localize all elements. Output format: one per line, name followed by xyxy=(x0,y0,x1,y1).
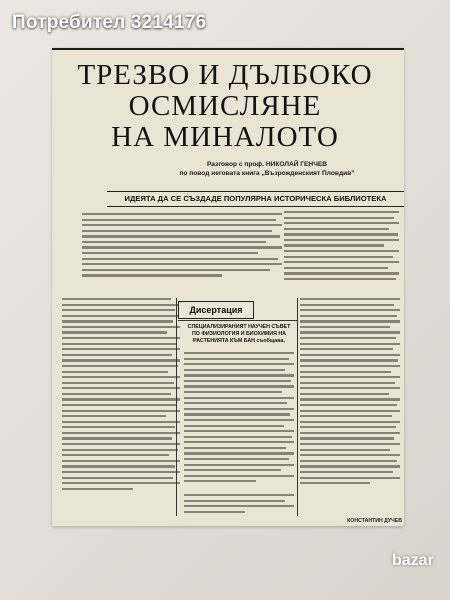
right-top-text-block xyxy=(284,211,399,284)
title-line-1: ТРЕЗВО И ДЪЛБОКО xyxy=(77,59,373,91)
article-subtitle xyxy=(132,160,402,178)
middle-column-text xyxy=(184,352,294,516)
section-banner: ИДЕЯТА ДА СЕ СЪЗДАДЕ ПОПУЛЯРНА ИСТОРИЧЕСКА БИБЛИОТЕКА xyxy=(107,191,404,207)
column-divider-right xyxy=(297,298,298,516)
author-signature: КОНСТАНТИН ДУЧЕВ xyxy=(347,518,402,524)
top-rule xyxy=(52,48,404,50)
box-underline xyxy=(178,320,298,321)
article-title xyxy=(60,60,390,153)
column-divider-left xyxy=(176,298,177,516)
seller-watermark: Потребител 3214176 xyxy=(12,12,207,33)
lead-text-block xyxy=(82,213,282,280)
right-column-text xyxy=(300,298,400,488)
bazar-logo: bazar xyxy=(392,552,434,569)
left-column-text xyxy=(62,298,180,493)
middle-heading: СПЕЦИАЛИЗИРАНИЯТ НАУЧЕН СЪВЕТ ПО ФИЗИОЛОГИЯ И БИОХИМИЯ НА РАСТЕНИЯТА КЪМ БАН съобщава, xyxy=(187,324,291,344)
subtitle-line-1: Разговор с проф. НИКОЛАЙ ГЕНЧЕВ xyxy=(207,161,327,168)
title-line-3: НА МИНАЛОТО xyxy=(111,121,339,153)
title-line-2: ОСМИСЛЯНЕ xyxy=(128,90,322,122)
dissertation-box: Дисертация xyxy=(178,301,254,319)
newspaper-clipping xyxy=(52,48,404,526)
subtitle-line-2: по повод неговата книга „Възрожденският Пловдив” xyxy=(179,170,355,177)
